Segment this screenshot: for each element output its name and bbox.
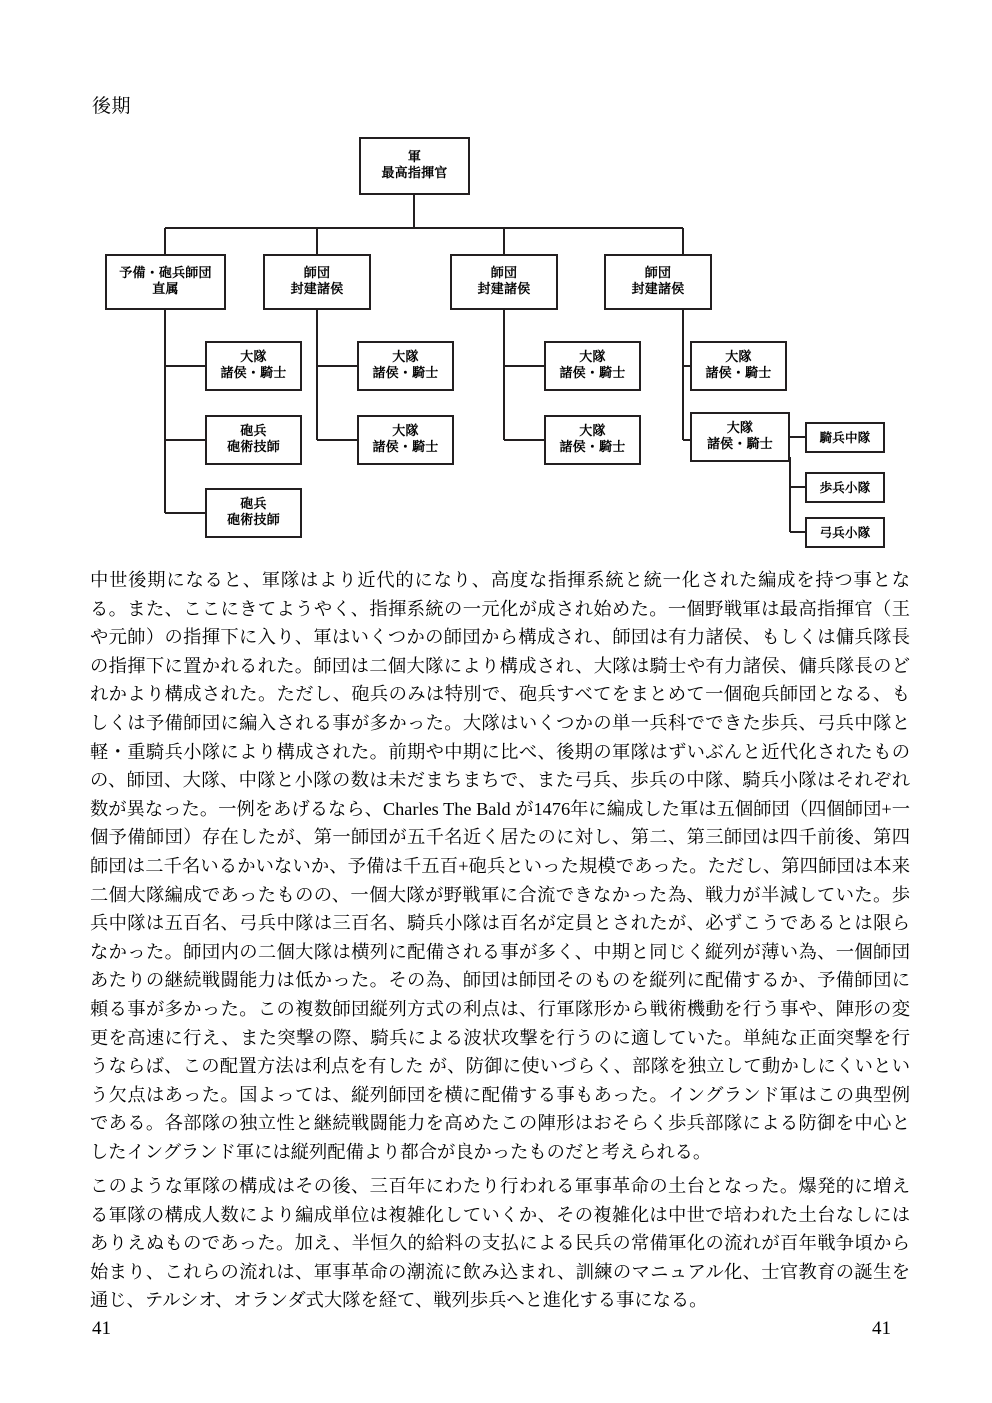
- node-army[interactable]: [359, 137, 470, 195]
- node-div3-line1: 師団: [644, 265, 672, 281]
- node-infantry-platoon[interactable]: [805, 472, 885, 503]
- organization-chart: [0, 0, 992, 560]
- node-div1-battalion-2[interactable]: [357, 415, 454, 465]
- body-paragraph-1-container: [90, 566, 910, 1166]
- node-d0c1-line1: 大隊: [240, 349, 267, 365]
- node-d0c2-line2: 砲術技師: [227, 440, 280, 455]
- page-section-heading: 後期: [92, 96, 132, 117]
- node-div0-artillery-1[interactable]: [205, 415, 302, 465]
- node-div0-line1: 予備・砲兵師団: [119, 265, 212, 281]
- node-div2-battalion-1[interactable]: [544, 341, 641, 391]
- page-number-right: 41: [872, 1318, 891, 1339]
- node-div2-line1: 師団: [490, 265, 518, 281]
- node-d1c2-line1: 大隊: [392, 423, 419, 439]
- node-d2c1-line2: 諸侯・騎士: [559, 366, 626, 381]
- body-paragraph-1: 中世後期になると、軍隊はより近代的になり、高度な指揮系統と統一化された編成を持つ事となる。また、ここにきてようやく、指揮系統の一元化が成され始めた。一個野戦軍は最高指揮官（王や元帥）の指揮下に入り、軍はいくつかの師団から構成され、師団は有力諸侯、もしくは傭兵隊長の指揮下に置かれるれた。師団は二個大隊により構成され、大隊は騎士や有力諸侯、傭兵隊長のどれかより構成された。ただし、砲兵のみは特別で、砲兵すべてをまとめて一個砲兵師団となる、もしくは予備師団に編入される事が多かった。大隊はいくつかの単一兵科でできた歩兵、弓兵中隊と軽・重騎兵小隊により構成された。前期や中期に比べ、後期の軍隊はずいぶんと近代化されたものの、師団、大隊、中隊と小隊の数は未だまちまちで、また弓兵、歩兵の中隊、騎兵小隊はそれぞれ数が異なった。一例をあげるなら、Charles The Bald が1476年に編成した軍は五個師団（四個師団+一個予備師団）存在したが、第一師団が五千名近く居たのに対し、第二、第三師団は四千前後、第四師団は二千名いるかいないか、予備は千五百+砲兵といった規模であった。ただし、第四師団は本来二個大隊編成であったものの、一個大隊が野戦軍に合流できなかった為、戦力が半減していた。歩兵中隊は五百名、弓兵中隊は三百名、騎兵小隊は百名が定員とされたが、必ずこうであるとは限らなかった。師団内の二個大隊は横列に配備される事が多く、中期と同じく縦列が薄い為、一個師団あたりの継続戦闘能力は低かった。その為、師団は師団そのものを縦列に配備するか、予備師団に頼る事が多かった。この複数師団縦列方式の利点は、行軍隊形から戦術機動を行う事や、陣形の変更を高速に行え、また突撃の際、騎兵による波状攻撃を行うのに適していた。単純な正面突撃を行うならば、この配置方法は利点を有した が、防御に使いづらく、部隊を独立して動かしにくいという欠点はあった。国よっては、縦列師団を横に配備する事もあった。イングランド軍はこの典型例である。各部隊の独立性と継続戦闘能力を高めたこの陣形はおそらく歩兵部隊による防御を中心としたイングランド軍には縦列配備より都合が良かったものだと考えられる。: [90, 570, 910, 1162]
- node-arch-line1: 弓兵小隊: [819, 524, 871, 540]
- node-division-3[interactable]: [604, 254, 712, 310]
- node-reserve-artillery-division[interactable]: [105, 254, 226, 310]
- node-div3-battalion-1[interactable]: [690, 341, 787, 391]
- node-d0c3-line2: 砲術技師: [227, 513, 280, 528]
- node-inf-line1: 歩兵小隊: [819, 479, 871, 495]
- body-paragraph-2-container: [90, 1172, 910, 1315]
- node-army-line1: 軍: [407, 149, 422, 165]
- node-division-2[interactable]: [450, 254, 558, 310]
- node-d0c3-line1: 砲兵: [240, 496, 267, 512]
- node-d1c2-line2: 諸侯・騎士: [372, 440, 439, 455]
- node-army-line2: 最高指揮官: [381, 166, 448, 181]
- node-div1-line2: 封建諸侯: [290, 282, 344, 297]
- node-d0c2-line1: 砲兵: [240, 423, 267, 439]
- node-d1c1-line1: 大隊: [392, 349, 419, 365]
- node-d3c2-line1: 大隊: [726, 420, 754, 436]
- node-d3c2-line2: 諸侯・騎士: [706, 437, 773, 452]
- node-div3-battalion-2[interactable]: [690, 412, 790, 462]
- node-d1c1-line2: 諸侯・騎士: [372, 366, 439, 381]
- node-d2c2-line1: 大隊: [579, 423, 606, 439]
- node-d3c1-line2: 諸侯・騎士: [705, 366, 772, 381]
- node-cavalry-company[interactable]: [805, 422, 885, 453]
- node-archer-platoon[interactable]: [805, 517, 885, 548]
- node-div1-battalion-1[interactable]: [357, 341, 454, 391]
- node-d2c2-line2: 諸侯・騎士: [559, 440, 626, 455]
- body-paragraph-2: このような軍隊の構成はその後、三百年にわたり行われる軍事革命の土台となった。爆発的に増える軍隊の構成人数により編成単位は複雑化していくか、その複雑化は中世で培われた土台なしにはありえぬものであった。加え、半恒久的給料の支払による民兵の常備軍化の流れが百年戦争頃から始まり、これらの流れは、軍事革命の潮流に飲み込まれ、訓練のマニュアル化、士官教育の誕生を通じ、テルシオ、オランダ式大隊を経て、戦列歩兵へと進化する事になる。: [90, 1176, 910, 1311]
- node-div2-battalion-2[interactable]: [544, 415, 641, 465]
- page-number-left: 41: [92, 1318, 111, 1339]
- node-div3-line2: 封建諸侯: [631, 282, 685, 297]
- node-div0-battalion[interactable]: [205, 341, 302, 391]
- node-d0c1-line2: 諸侯・騎士: [220, 366, 287, 381]
- node-div2-line2: 封建諸侯: [477, 282, 531, 297]
- node-div1-line1: 師団: [303, 265, 331, 281]
- node-div0-line2: 直属: [152, 282, 179, 297]
- node-d2c1-line1: 大隊: [579, 349, 606, 365]
- node-div0-artillery-2[interactable]: [205, 488, 302, 538]
- node-division-1[interactable]: [263, 254, 371, 310]
- node-d3c1-line1: 大隊: [725, 349, 752, 365]
- node-cav-line1: 騎兵中隊: [819, 429, 871, 445]
